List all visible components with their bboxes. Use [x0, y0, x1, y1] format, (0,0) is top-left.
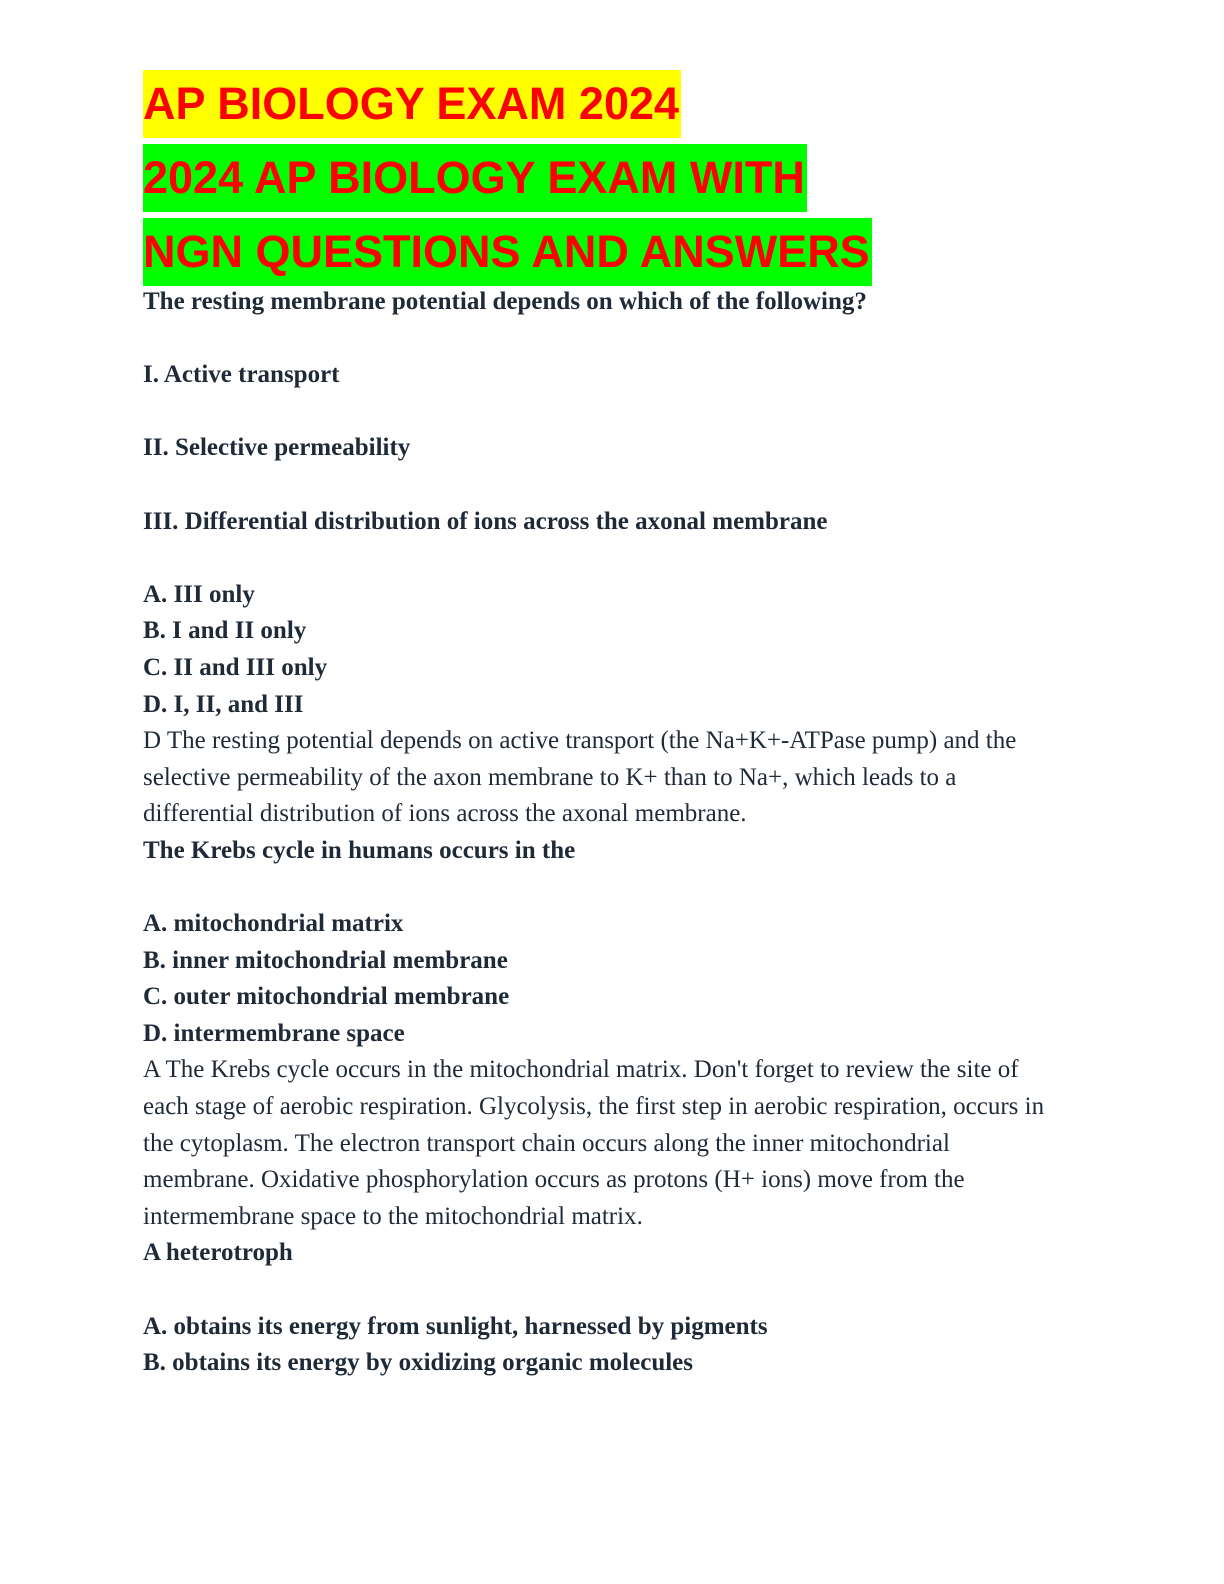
question-1-item-2: II. Selective permeability	[143, 434, 411, 462]
question-2-text: The Krebs cycle in humans occurs in the	[143, 836, 576, 864]
question-2-answer: A The Krebs cycle occurs in the mitochondrial matrix. Don't forget to review the site of each stage of aerobic respiration. Glycolysis, the first step in aerobic respiration, occurs in the cytoplasm. The electron transport chain occurs along the inner mitochondrial membrane. Oxidative phosphorylation occurs as protons (H+ ions) move from the intermembrane space to the mitochondrial matrix.	[143, 1056, 1045, 1230]
question-1	[143, 284, 1083, 833]
question-3	[143, 1235, 1083, 1381]
document-page	[143, 70, 1083, 1382]
title-block	[143, 70, 1083, 292]
question-1-option-b: B. I and II only	[143, 617, 307, 645]
question-2-option-a: A. mitochondrial matrix	[143, 910, 404, 938]
title-line-3: NGN QUESTIONS AND ANSWERS	[143, 218, 872, 286]
question-1-answer: D The resting potential depends on active transport (the Na+K+-ATPase pump) and the selective permeability of the axon membrane to K+ than to Na+, which leads to a differential distribution of ions across the axonal membrane.	[143, 727, 1017, 828]
question-1-item-3: III. Differential distribution of ions across the axonal membrane	[143, 507, 828, 535]
question-3-text: A heterotroph	[143, 1239, 293, 1267]
question-2-option-c: C. outer mitochondrial membrane	[143, 983, 510, 1011]
question-1-option-d: D. I, II, and III	[143, 690, 304, 718]
question-1-text: The resting membrane potential depends on which of the following?	[143, 288, 867, 315]
question-2-option-d: D. intermembrane space	[143, 1019, 405, 1047]
question-1-option-c: C. II and III only	[143, 653, 328, 681]
question-3-option-a: A. obtains its energy from sunlight, harnessed by pigments	[143, 1312, 768, 1340]
title-line-1: AP BIOLOGY EXAM 2024	[143, 70, 681, 138]
title-line-2: 2024 AP BIOLOGY EXAM WITH	[143, 144, 807, 212]
question-1-item-1: I. Active transport	[143, 361, 340, 389]
question-2-option-b: B. inner mitochondrial membrane	[143, 946, 508, 974]
question-2	[143, 833, 1083, 1236]
question-1-option-a: A. III only	[143, 580, 255, 608]
question-3-option-b: B. obtains its energy by oxidizing organic molecules	[143, 1349, 693, 1377]
